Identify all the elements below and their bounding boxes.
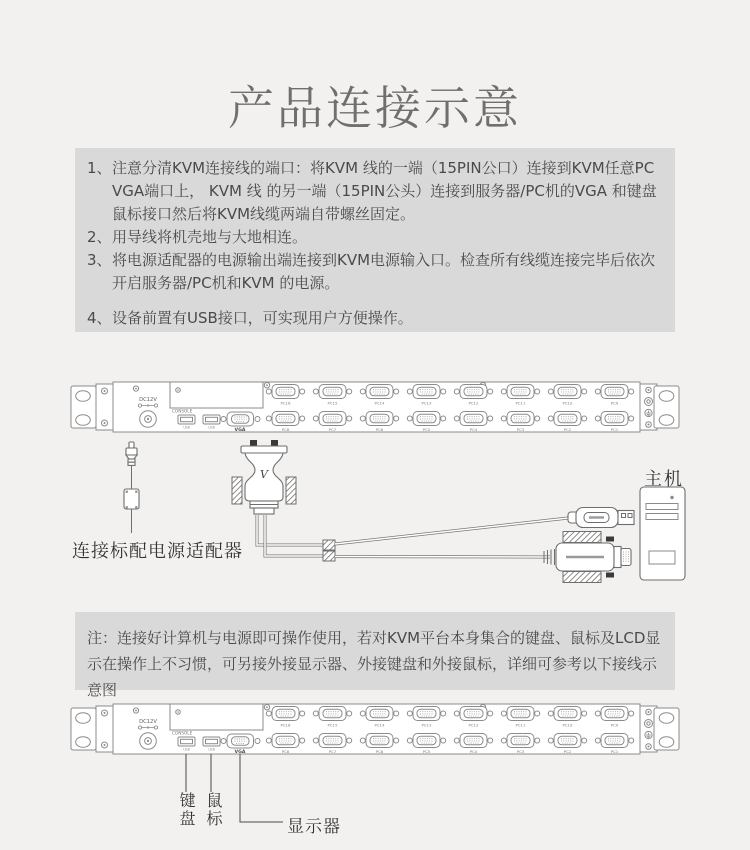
svg-text:PC7: PC7 <box>328 427 337 432</box>
instruction-number: 3、 <box>87 251 112 269</box>
svg-text:CONSOLE: CONSOLE <box>172 730 193 736</box>
svg-text:PC4: PC4 <box>469 427 478 432</box>
cable-junction <box>323 551 335 561</box>
kvm-rear-panel-top <box>70 381 680 433</box>
power-adapter-cable <box>124 442 139 533</box>
rack-ear-left <box>71 708 96 750</box>
thumb-screw-bottom <box>563 572 601 583</box>
instruction-text: 将电源适配器的电源输出端连接到KVM电源输入口。检查所有线缆连接完毕后依次开启服务器/PC机和KVM 的电源。 <box>112 251 656 292</box>
svg-text:PC1: PC1 <box>610 749 619 754</box>
svg-text:DC12V: DC12V <box>139 397 157 403</box>
svg-text:PC14: PC14 <box>374 400 385 406</box>
svg-text:PC13: PC13 <box>421 400 432 406</box>
instruction-item <box>87 307 661 330</box>
svg-text:PC16: PC16 <box>280 400 291 406</box>
kvm-cable-vga-female-connector <box>232 440 296 514</box>
svg-text:PC12: PC12 <box>468 722 479 728</box>
svg-text:USB: USB <box>208 747 215 752</box>
svg-text:PC1: PC1 <box>610 427 619 432</box>
ground-terminal <box>645 731 652 738</box>
svg-text:PC8: PC8 <box>281 749 290 754</box>
svg-text:VGA: VGA <box>234 750 246 755</box>
svg-text:PC10: PC10 <box>562 722 573 728</box>
instruction-item <box>87 249 661 295</box>
instruction-number: 1、 <box>87 159 112 177</box>
svg-text:PC15: PC15 <box>327 400 338 406</box>
svg-text:USB: USB <box>208 425 215 430</box>
monitor-label: 显示器 <box>287 817 341 837</box>
svg-text:PC4: PC4 <box>469 749 478 754</box>
note-text: 注：连接好计算机与电源即可操作使用，若对KVM平台本身集合的键盘、鼠标及LCD显示在操作上不习惯，可另接外接显示器、外接键盘和外接鼠标，详细可参考以下接线示意图 <box>87 629 661 699</box>
vga-connector-logo: V <box>260 468 268 481</box>
svg-text:PC2: PC2 <box>563 427 572 432</box>
svg-text:CONSOLE: CONSOLE <box>172 408 193 414</box>
monitor-line <box>240 754 283 822</box>
instruction-item <box>87 157 661 226</box>
rack-ear-right <box>654 708 679 750</box>
thumb-screw-right <box>286 477 296 504</box>
svg-text:PC5: PC5 <box>422 749 431 754</box>
mouse-label: 鼠标 <box>204 792 223 828</box>
svg-text:PC3: PC3 <box>516 427 525 432</box>
kvm-cable-wires <box>257 515 577 561</box>
host-tower <box>640 487 685 580</box>
svg-text:PC13: PC13 <box>421 722 432 728</box>
rack-bracket-left <box>96 384 113 430</box>
svg-text:PC9: PC9 <box>610 400 619 406</box>
instructions-list <box>87 157 661 330</box>
svg-text:PC6: PC6 <box>375 749 384 754</box>
rack-ear-right <box>654 386 679 428</box>
power-adapter-label: 连接标配电源适配器 <box>72 541 243 562</box>
usb-male-connector <box>568 508 634 528</box>
keyboard-label: 键盘 <box>177 792 196 828</box>
instruction-number: 4、 <box>87 309 112 327</box>
instruction-text: 设备前置有USB接口，可实现用户方便操作。 <box>112 309 413 327</box>
instructions-box <box>75 148 675 332</box>
thumb-screw-left <box>232 477 242 504</box>
svg-text:PC8: PC8 <box>281 427 290 432</box>
thumb-screw-top <box>563 532 601 543</box>
vga-male-connector <box>544 532 631 583</box>
svg-text:PC2: PC2 <box>563 749 572 754</box>
rack-bracket-left <box>96 706 113 752</box>
kvm-rear-panel-bottom <box>70 703 680 755</box>
svg-text:DC12V: DC12V <box>139 719 157 725</box>
page-title: 产品连接示意 <box>228 81 522 135</box>
svg-text:USB: USB <box>183 747 190 752</box>
svg-text:PC3: PC3 <box>516 749 525 754</box>
svg-text:PC10: PC10 <box>562 400 573 406</box>
svg-text:VGA: VGA <box>234 428 246 433</box>
svg-text:PC7: PC7 <box>328 749 337 754</box>
ground-terminal <box>645 409 652 416</box>
svg-text:PC12: PC12 <box>468 400 479 406</box>
svg-text:PC11: PC11 <box>515 400 526 406</box>
instruction-text: 注意分清KVM连接线的端口：将KVM 线的一端（15PIN公口）连接到KVM任意PC VGA端口上， KVM 线 的另一端（15PIN公头）连接到服务器/PC机的VGA 和键盘鼠标接口然后将KVM线缆两端自带螺丝固定。 <box>112 159 657 223</box>
svg-text:USB: USB <box>183 425 190 430</box>
svg-text:PC6: PC6 <box>375 427 384 432</box>
note-box <box>75 612 675 699</box>
connection-illustration <box>60 440 700 600</box>
rack-ear-left <box>71 386 96 428</box>
svg-text:PC9: PC9 <box>610 722 619 728</box>
cable-junction <box>323 540 335 550</box>
svg-text:PC11: PC11 <box>515 722 526 728</box>
instruction-text: 用导线将机壳地与大地相连。 <box>112 228 308 246</box>
svg-text:PC14: PC14 <box>374 722 385 728</box>
instruction-item <box>87 226 661 249</box>
svg-text:PC15: PC15 <box>327 722 338 728</box>
svg-text:PC16: PC16 <box>280 722 291 728</box>
svg-text:PC5: PC5 <box>422 427 431 432</box>
host-label: 主机 <box>644 469 684 490</box>
instruction-number: 2、 <box>87 228 112 246</box>
